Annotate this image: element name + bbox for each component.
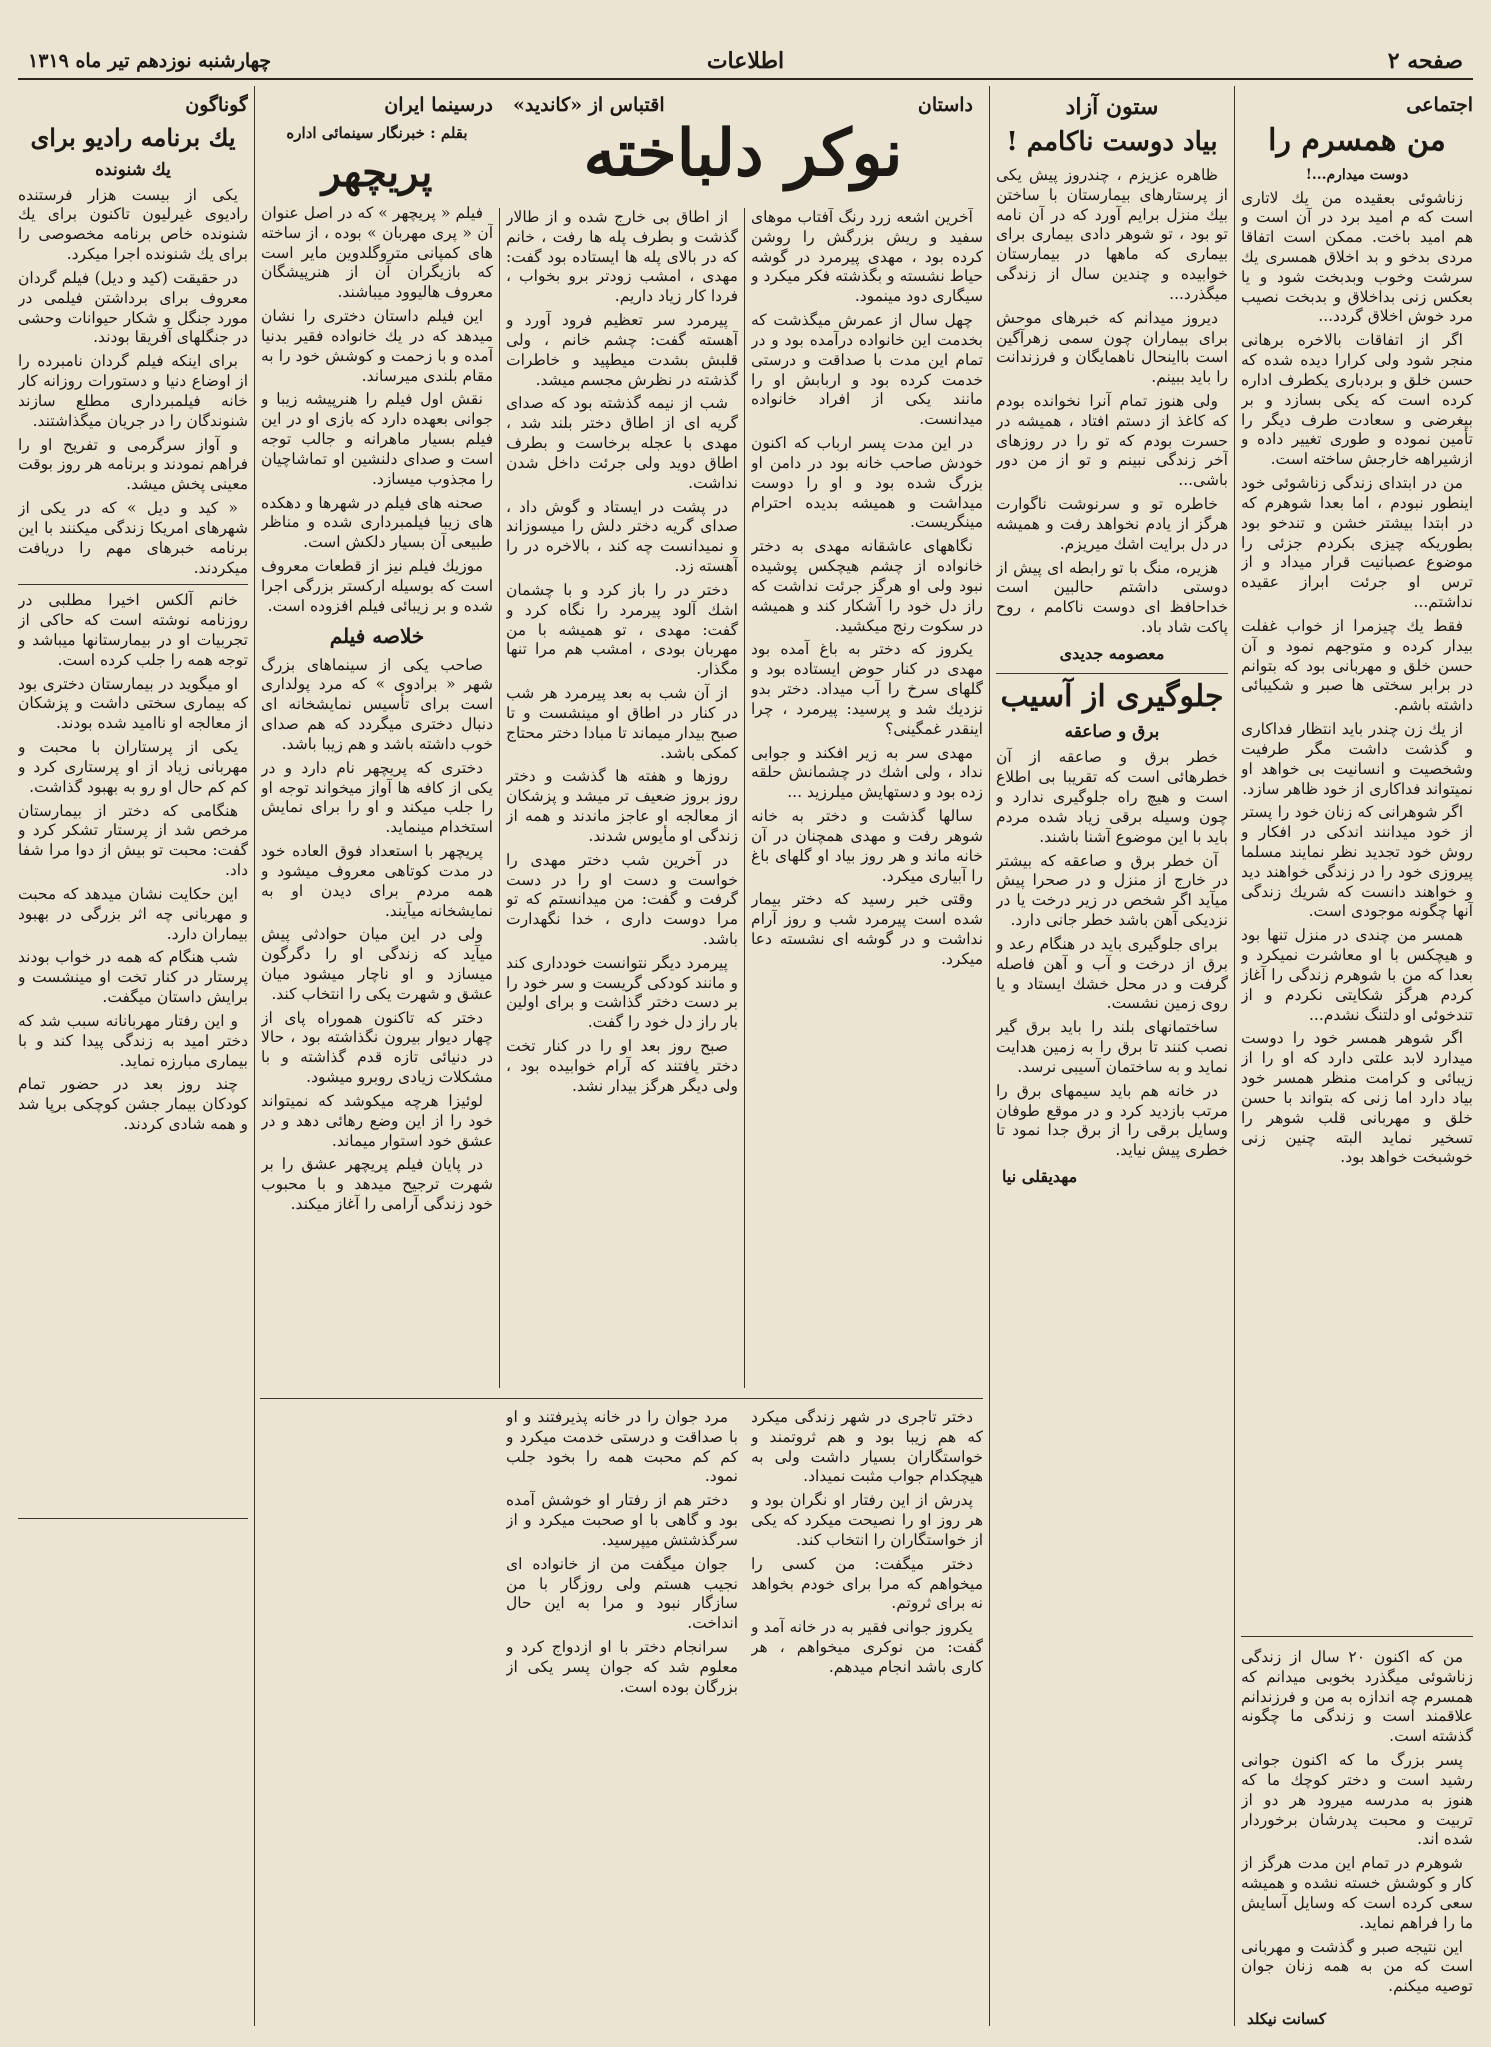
reader-letter bbox=[1241, 1648, 1473, 2028]
article-body bbox=[18, 591, 248, 1135]
paragraph: اگر شوهرانی كه زنان خود را پستر از خود میدانند اندكی در افكار و روش خود تجدید نظر نمایند مسلما پیروزی خود را در زندگی خواهند دید و خواهند دانست كه شریك زندگی آنها چگونه موجودی است. bbox=[1241, 803, 1473, 921]
paragraph: فیلم « پریچهر » كه در اصل عنوان آن « پری مهربان » بوده ، از ساخته های كمپانی متروگلدوین مایر است كه بازیگران آن از هنرپیشگان معروف هالیوود میباشند. bbox=[261, 204, 493, 302]
paragraph: روزها و هفته ها گذشت و دختر روز بروز ضعیف تر میشد و پزشكان از معالجه او عاجز ماندند و همه از زندگی او مأیوس شدند. bbox=[506, 767, 738, 845]
story-column-b bbox=[506, 208, 738, 1388]
author-signature: معصومه جدیدی bbox=[1059, 643, 1165, 663]
paragraph: مهدی سر به زیر افكند و جوابی نداد ، ولی اشك در چشمانش حلقه زده بود و دستهایش میلرزید ... bbox=[751, 743, 983, 802]
article-body bbox=[996, 748, 1228, 1161]
paragraph: هزیره، منگ با تو رابطه ای پیش از دوستی داشتم حالبین است خداحافظ ای دوست ناكامم ، روح پاكت شاد باد. bbox=[996, 558, 1228, 637]
free-column bbox=[996, 88, 1228, 2028]
story-column-a bbox=[751, 208, 983, 1388]
paragraph: زناشوئی بعقیده من یك لاتاری است كه م امید برد در آن است و هم امید باخت. ممكن است اتفاقا مردی بدخو و بد اخلاق همسری یك سرشت وخوب وبدبخت شود و یا بعكس زنی بداخلاق و بدبخت نصیب مرد خوش اخلاق گردد... bbox=[1241, 188, 1473, 326]
paragraph: من كه اكنون ۲۰ سال از زندگی زناشوئی میگذرد بخوبی میدانم كه همسرم چه اندازه به من و فرزندانم علاقمند است و زندگی ما چگونه گذشته است. bbox=[1241, 1648, 1473, 1746]
paragraph: نقش اول فیلم را هنرپیشه زیبا و جوانی بعهده دارد كه بازی او در این فیلم بسیار ماهرانه و جالب توجه است و صدای دلنشین او تماشاچیان را مجذوب میسازد. bbox=[261, 390, 493, 488]
paragraph: در پایان فیلم پریچهر عشق را بر شهرت ترجیح میدهد و با محبوب خود زندگی آرامی را آغاز میكند. bbox=[261, 1155, 493, 1214]
paragraph: جوان میگفت من از خانواده ای نجیب هستم ولی روزگار با من سازگار نبود و مرا به این حال انداخت. bbox=[506, 1554, 738, 1633]
paragraph: پیرمرد سر تعظیم فرود آورد و آهسته گفت: چشم خانم ، ولی قلبش بشدت میطپید و خاطرات گذشته در نظرش مجسم میشد. bbox=[506, 311, 738, 389]
film-summary bbox=[261, 656, 493, 1215]
paragraph: در خانه هم باید سیمهای برق را مرتب بازدید كرد و در موقع طوفان وسایل برقی را از برق جدا نمود تا خطری پیش نیاید. bbox=[996, 1081, 1228, 1160]
paragraph: پیرمرد دیگر نتوانست خودداری كند و مانند كودكی گریست و سر خود را بر دست دختر گذاشت و برای اولین بار راز دل خود را گفت. bbox=[506, 953, 738, 1032]
story-continuation-a bbox=[751, 1408, 983, 2028]
section-label: درسینما ایران bbox=[384, 94, 493, 116]
paragraph: دیروز میدانم كه خبرهای موحش برای بیماران چون سمی زهرآگین است بااینحال ناهمایگان و فرزندانت را باید ببینم. bbox=[996, 308, 1228, 387]
page-number: صفحه ۲ bbox=[1387, 48, 1463, 74]
article-body bbox=[261, 204, 493, 617]
newspaper-page bbox=[18, 8, 1473, 2036]
author-signature: مهدیقلی نیا bbox=[1002, 1167, 1078, 1186]
divider bbox=[18, 584, 248, 585]
paragraph: او میگوید در بیمارستان دختری بود كه بیماری سختی داشت و پزشكان از معالجه او ناامید شده بودند. bbox=[18, 674, 248, 733]
paragraph: ظاهره عزیزم ، چندروز پیش یكی از پرستارهای بیمارستان با ساختن بیك منزل برایم آورد كه در آن نامه تو بود ، تو شوهر دادی بیماری برای بیماری كه ماهها در بیمارستان خوابیده و چندین سال از زندگی میگذرد... bbox=[996, 165, 1228, 303]
paragraph: اگر از اتفاقات بالاخره برهانی منجر شود ولی كرارا دیده شده كه حسن خلق و بردباری یكطرف اداره كرده است كه یكی بسازد و بر بیغرضی و سعادت طرف دیگر را تأمین نموده و طوری تغییر داده و ازشیراهه خارجش ساخته است. bbox=[1241, 331, 1473, 469]
paragraph: خاطره تو و سرنوشت ناگوارت هرگز از یادم نخواهد رفت و همیشه در دل برایت اشك میریزم. bbox=[996, 495, 1228, 553]
cinema-column bbox=[261, 88, 493, 2028]
column-rule bbox=[499, 208, 500, 1388]
paragraph: این حكایت نشان میدهد كه محبت و مهربانی چه اثر بزرگی در بهبود بیماران دارد. bbox=[18, 884, 248, 943]
paragraph: ساختمانهای بلند را باید برق گیر نصب كنند تا برق را به زمین هدایت نماید و به ساختمان آسیبی نرسد. bbox=[996, 1018, 1228, 1076]
column-rule bbox=[744, 208, 745, 1388]
paragraph: چهل سال از عمرش میگذشت كه بخدمت این خانواده درآمده بود و در تمام این مدت با صداقت و درستی خدمت كرده بود و اربابش او را مانند یكی از افراد خانواده میدانست. bbox=[751, 311, 983, 429]
paragraph: دختر هم از رفتار او خوشش آمده بود و گاهی با او صحبت میكرد و از سرگذشتش میپرسید. bbox=[506, 1491, 738, 1549]
article-title: من همسرم را bbox=[1268, 123, 1446, 158]
paragraph: در این مدت پسر ارباب كه اكنون خودش صاحب خانه بود در دامن او بزرگ شده بود و او را دوست میداشت و همیشه بدیده احترام مینگریست. bbox=[751, 434, 983, 532]
paragraph: وقتی خبر رسید كه دختر بیمار شده است پیرمرد شب و روز آرام نداشت و در گوشه ای نشسته دعا میكرد. bbox=[751, 890, 983, 968]
paragraph: فقط یك چیزمرا از خواب غفلت بیدار كرده و متوجهم نمود و آن حسن خلق و مهربانی بود كه بتوانم در برابر سختی ها صبر و شكیبائی داشته باشم. bbox=[1241, 616, 1473, 715]
paragraph: صحنه های فیلم در شهرها و دهكده های زیبا فیلمبرداری شده و مناظر طبیعی آن بسیار دلكش است. bbox=[261, 493, 493, 552]
miscellany-column bbox=[18, 88, 248, 1508]
section-label: داستان bbox=[917, 94, 973, 116]
article-subtitle: دوست میدارم...! bbox=[1305, 166, 1409, 183]
paragraph: برای جلوگیری باید در هنگام رعد و برق از درخت و آب و آهن فاصله گرفت و در محل خشك ایستاد و یا روی زمین نشست. bbox=[996, 934, 1228, 1013]
paragraph: این نتیجه صبر و گذشت و مهربانی است كه من به همه زنان جوان توصیه میكنم. bbox=[1241, 1937, 1473, 1996]
paragraph: دختری كه پریچهر نام دارد و در یكی از كافه ها آواز میخواند توجه او را جلب میكند و او را برای نمایش استخدام مینماید. bbox=[261, 758, 493, 837]
paragraph: خطر برق و صاعقه از آن خطرهائی است كه تقریبا بی اطلاع است و هیچ راه جلوگیری ندارد و چون وسیله برقی زیاد شده مردم باید با این موضوع آشنا باشند. bbox=[996, 748, 1228, 846]
paragraph: این فیلم داستان دختری را نشان میدهد كه در یك خانواده فقیر بدنیا آمده و با زحمت و كوشش خود را به مقام بلندی میرساند. bbox=[261, 307, 493, 385]
paragraph: من در ابتدای زندگی زناشوئی خود اینطور نبودم ، اما بعدا شوهرم كه در ابتدا بیشتر خشن و تندخو بود بطوریكه چیزی بكردم جزئی را موضوع عصبانیت قرار میداد و از ترس او جرئت ابراز عقیده نداشتم... bbox=[1241, 474, 1473, 612]
paragraph: مرد جوان را در خانه پذیرفتند و او با صداقت و درستی خدمت میكرد و كم كم محبت همه را بخود جلب نمود. bbox=[506, 1408, 738, 1486]
paragraph: دختر میگفت: من كسی را میخواهم كه مرا برای خودم بخواهد نه برای ثروتم. bbox=[751, 1554, 983, 1613]
paragraph: خانم آلكس اخیرا مطلبی در روزنامه نوشته است كه حاكی از تجربیات او در بیمارستانها میباشد و توجه همه را جلب كرده است. bbox=[18, 591, 248, 669]
article-body bbox=[1241, 189, 1473, 1169]
story-source: اقتباس از «كاندید» bbox=[513, 94, 665, 116]
section-label: گوناگون bbox=[185, 94, 248, 116]
paragraph: از اطاق بی خارج شده و از طالار گذشت و بطرف پله ها رفت ، خانم كه در بالای پله ها ایستاده بود گفت: مهدی ، امشب زودتر برو بخواب ، فردا كار زیاد داریم. bbox=[506, 208, 738, 306]
paragraph: « كید و دیل » كه در یكی از شهرهای امریكا زندگی میكنند با این برنامه خبرهای مهم را دریافت میكردند. bbox=[18, 499, 248, 577]
paragraph: در حقیقت (كید و دیل) فیلم گردان معروف برای برداشتن فیلمی در مورد جنگل و شكار حیوانات وحشی در جنگلهای آفریقا بودند. bbox=[18, 268, 248, 347]
paragraph: یكروز كه دختر به باغ آمده بود مهدی در كنار حوض ایستاده بود و گلهای سرخ را آب میداد. دختر بدو نزدیك شد و پرسید: پیرمرد ، چرا اینقدر غمگینی؟ bbox=[751, 640, 983, 738]
paragraph: دختر تاجری در شهر زندگی میكرد كه هم زیبا بود و هم ثروتمند و خواستگاران بسیار داشت ولی به هیچكدام جواب مثبت نمیداد. bbox=[751, 1408, 983, 1486]
paragraph: هنگامی كه دختر از بیمارستان مرخص شد از پرستار تشكر كرد و گفت: محبت تو بیش از دوا مرا شفا داد. bbox=[18, 801, 248, 880]
paragraph: لوئیزا هرچه میكوشد كه نمیتواند خود را از این وضع رهائی دهد و در عشق خود استوار میماند. bbox=[261, 1091, 493, 1150]
paragraph: صاحب یكی از سینماهای بزرگ شهر « برادوی » كه مرد پولداری است برای تأسیس نمایشخانه ای دنبال دختری میگردد كه هم صدای خوب داشته باشد و هم زیبا باشد. bbox=[261, 655, 493, 753]
paragraph: پریچهر با استعداد فوق العاده خود در مدت كوتاهی معروف میشود و همه مردم برای دیدن او به نمایشخانه میآیند. bbox=[261, 842, 493, 920]
paragraph: سرانجام دختر با او ازدواج كرد و معلوم شد كه جوان پسر یكی از بزرگان بوده است. bbox=[506, 1638, 738, 1696]
column-rule bbox=[989, 86, 990, 2026]
author-signature: كسانت نیكلد bbox=[1247, 2010, 1327, 2028]
paragraph: شوهرم در تمام این مدت هرگز از كار و كوشش خسته نشده و همیشه سعی كرده است كه وسایل آسایش ما را فراهم نماید. bbox=[1241, 1854, 1473, 1932]
social-column bbox=[1241, 88, 1473, 1628]
column-rule bbox=[254, 86, 255, 2026]
paragraph: یكروز جوانی فقیر به در خانه آمد و گفت: من نوكری میخواهم ، هر كاری باشد انجام میدهم. bbox=[751, 1618, 983, 1676]
article-title: جلوگیری از آسیب bbox=[1000, 678, 1224, 714]
paragraph: ولی در این میان حوادثی پیش میآید كه زندگی او را دگرگون میسازد و او ناچار میشود میان عشق و شهرت یكی را انتخاب كند. bbox=[261, 925, 493, 1003]
divider bbox=[996, 673, 1228, 674]
story-banner bbox=[503, 88, 983, 191]
paragraph: شب از نیمه گذشته بود كه صدای گریه ای از اطاق دختر بلند شد ، مهدی با عجله برخاست و بطرف اطاق دوید ولی جرئت داخل شدن نداشت. bbox=[506, 394, 738, 492]
article-subtitle: یك شنونده bbox=[95, 159, 171, 180]
paragraph: همسر من چندی در منزل تنها بود و هیچكس با او معاشرت نمیكرد و بعدا كه من با شوهرم زندگی را آغاز كردم هرگز شكایتی نكردم و از تندخوئی او دلتنگ نشدم... bbox=[1241, 926, 1473, 1024]
paragraph: دختر كه تاكنون هموراه پای از چهار دیوار بیرون نگذاشته بود ، حالا در دنیائی تازه قدم گذاشته و با مشكلات زیادی روبرو میشود. bbox=[261, 1008, 493, 1087]
paragraph: آخرین اشعه زرد رنگ آفتاب موهای سفید و ریش بزرگش را روشن كرده بود ، مهدی پیرمرد در گوشه حیاط نشسته و بگذشته فكر میكرد و سیگاری دود مینمود. bbox=[751, 208, 983, 306]
paragraph: از آن شب به بعد پیرمرد هر شب در كنار در اطاق او مینشست و تا صبح بیدار میماند تا مبادا دختر محتاج كمكی باشد. bbox=[506, 684, 738, 762]
paragraph: پسر بزرگ ما كه اكنون جوانی رشید است و دختر كوچك ما كه هنوز به مدرسه میرود هر دو از تربیت و محبت پدرشان برخوردار شده اند. bbox=[1241, 1751, 1473, 1849]
article-body bbox=[18, 186, 248, 579]
paragraph: نگاههای عاشقانه مهدی به دختر خانواده از چشم هیچكس پوشیده نبود ولی او هرگز جرئت نداشت كه راز دل خود را آشكار كند و همیشه در سكوت رنج میكشید. bbox=[751, 537, 983, 635]
paragraph: و آواز سرگرمی و تفریح او را فراهم نمودند و برنامه هر روز بوقت معینی پخش میشد. bbox=[18, 435, 248, 494]
story-title: نوكر دلباخته bbox=[583, 116, 903, 191]
issue-date: چهارشنبه نوزدهم تیر ماه ۱۳۱۹ bbox=[28, 50, 272, 72]
paragraph: چند روز بعد در حضور تمام كودكان بیمار جشن كوچكی برپا شد و همه شادی كردند. bbox=[18, 1075, 248, 1134]
paragraph: موزیك فیلم نیز از قطعات معروف است كه بوسیله اركستر بزرگی اجرا شده و بر زیبائی فیلم افزوده است. bbox=[261, 557, 493, 615]
col1-bottom-rule bbox=[1241, 1636, 1473, 1637]
newspaper-name: اطلاعات bbox=[706, 48, 785, 74]
paragraph: دختر در را باز كرد و با چشمان اشك آلود پیرمرد را نگاه كرد و گفت: مهدی ، تو همیشه با من مهربان بودی ، امشب هم مرا تنها مگذار. bbox=[506, 580, 738, 679]
masthead bbox=[18, 8, 1473, 80]
section-label: اجتماعی bbox=[1406, 94, 1473, 116]
paragraph: ولی هنوز تمام آنرا نخوانده بودم كه كاغذ از دستم افتاد ، همیشه در حسرت بودم كه تو را در روزهای آخر زندگی نبینم و تو از من دور باشی... bbox=[996, 392, 1228, 490]
paragraph: برای اینكه فیلم گردان نامبرده را از اوضاع دنیا و دستورات روزانه كار خانه فیلمبرداری مطلع سازند شنوندگان را در جریان میگذاشتند. bbox=[18, 352, 248, 430]
article-title: یك برنامه رادیو برای bbox=[30, 123, 236, 152]
article-subtitle: برق و صاعقه bbox=[1064, 722, 1160, 743]
paragraph: اگر شوهر همسر خود را دوست میدارد لابد علتی دارد كه او را از زیبائی و كرامت منظر همسر خود بیاد دارد اما زنی كه بتواند با حسن خلق و مهربانی قلب شوهر را تسخیر نماید البته چنین زنی خوشبخت خواهد بود. bbox=[1241, 1029, 1473, 1167]
paragraph: آن خطر برق و صاعقه كه بیشتر در خارج از منزل و در صحرا پیش میآید اگر شخص در زیر درخت یا در نزدیكی آهن باشد خطر جانی دارد. bbox=[996, 851, 1228, 930]
section-label: ستون آزاد bbox=[1065, 94, 1159, 120]
paragraph: یكی از بیست هزار فرستنده رادیوی غیرلیون تاكنون برای یك شنونده خاص برنامه مخصوصی را برای یك شنونده اجرا میكرد. bbox=[18, 185, 248, 264]
paragraph: پدرش از این رفتار او نگران بود و هر روز او را نصیحت میكرد كه یكی از خواستگاران را انتخاب كند. bbox=[751, 1491, 983, 1549]
story-continuation-b bbox=[506, 1408, 738, 2028]
paragraph: در پشت در ایستاد و گوش داد ، صدای گریه دختر دلش را میسوزاند و نمیدانست چه كند ، بالاخره در را آهسته زد. bbox=[506, 497, 738, 576]
column-rule bbox=[1234, 86, 1235, 2026]
col6-bottom-rule bbox=[18, 1518, 248, 1519]
paragraph: سالها گذشت و دختر به خانه شوهر رفت و مهدی همچنان در آن خانه ماند و هر روز بیاد او گلهای باغ را آبیاری میكرد. bbox=[751, 807, 983, 885]
article-body bbox=[996, 166, 1228, 638]
paragraph: در آخرین شب دختر مهدی را خواست و دست او را در دست گرفت و گفت: من میدانستم كه تو مرا دوست داری ، خدا نگهدارت باشد. bbox=[506, 850, 738, 948]
paragraph: یكی از پرستاران با محبت و مهربانی زیاد از او پرستاری كرد و كم كم حال او رو به بهبود گذاشت. bbox=[18, 738, 248, 796]
paragraph: شب هنگام كه همه در خواب بودند پرستار در كنار تخت او مینشست و برایش داستان میگفت. bbox=[18, 948, 248, 1007]
paragraph: صبح روز بعد او را در كنار تخت دختر یافتند كه آرام خوابیده بود ، ولی دیگر هرگز بیدار نشد. bbox=[506, 1037, 738, 1095]
article-title: بیاد دوست ناكامم ! bbox=[1006, 127, 1218, 157]
paragraph: و این رفتار مهربانانه سبب شد كه دختر امید به زندگی پیدا كند و با بیماری مبارزه نماید. bbox=[18, 1011, 248, 1070]
byline: بقلم : خبرنگار سینمائی اداره bbox=[286, 124, 468, 142]
paragraph: از یك زن چندر باید انتظار فداكاری و گذشت داشت مگر طرفیت وشخصیت و انسانیت بی خواهد او نمیتواند فداكاری از خود ظاهر سازد. bbox=[1241, 720, 1473, 798]
summary-heading: خلاصه فیلم bbox=[329, 623, 425, 648]
article-title: پریچهر bbox=[321, 149, 433, 196]
